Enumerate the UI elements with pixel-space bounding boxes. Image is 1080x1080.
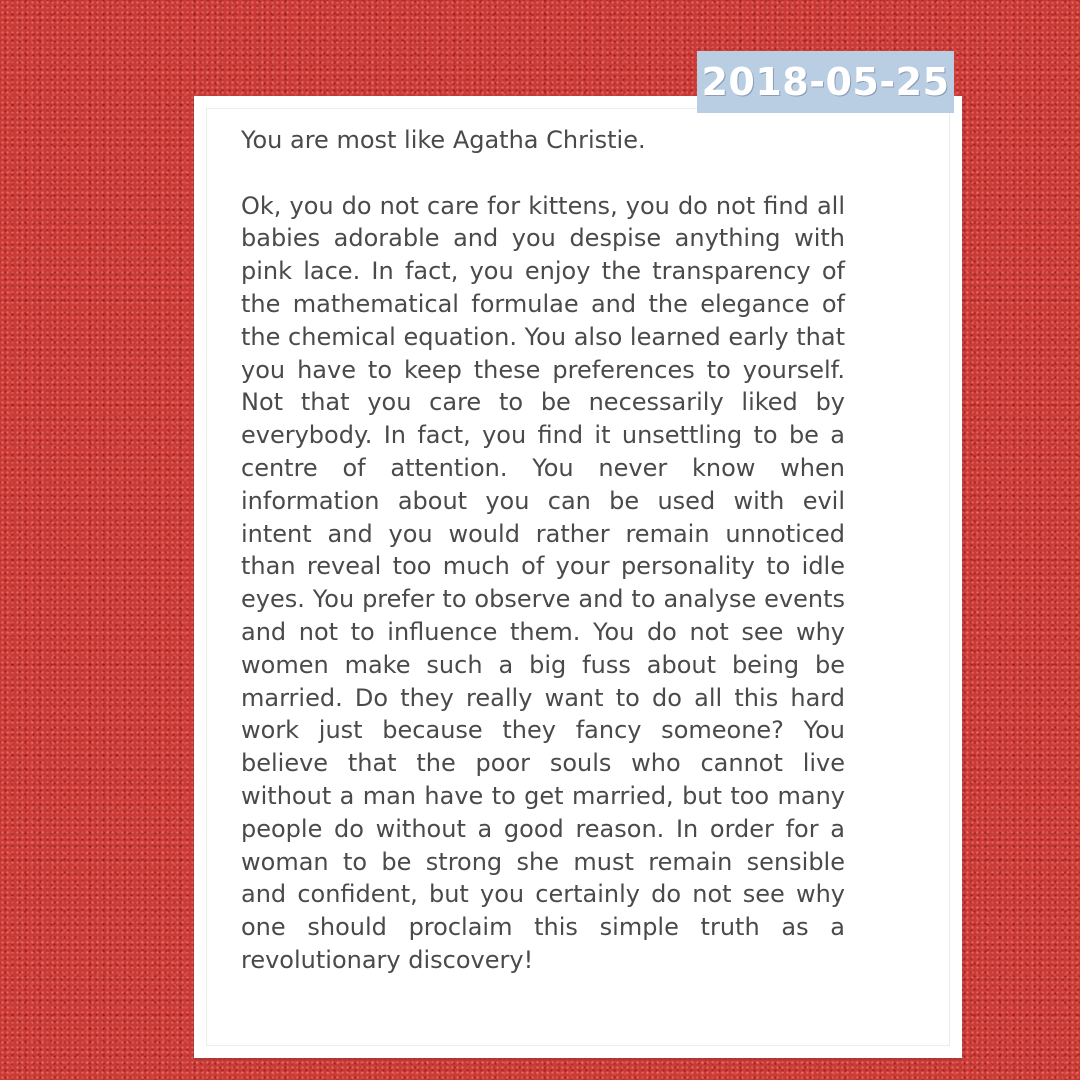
result-heading: You are most like Agatha Christie.	[241, 126, 646, 154]
date-tag: 2018-05-25	[697, 51, 954, 113]
note-content	[241, 124, 845, 977]
result-description: Ok, you do not care for kittens, you do not find all babies adorable and you despise anything with pink lace. In fact, you enjoy the transparency of the mathematical formulae and the elegance of the chemical equation. You also learned early that you have to keep these preferences to yourself. Not that you care to be necessarily liked by everybody. In fact, you find it unsettling to be a centre of attention. You never know when information about you can be used with evil intent and you would rather remain unnoticed than reveal too much of your personality to idle eyes. You prefer to observe and to analyse events and not to influence them. You do not see why women make such a big fuss about being be married. Do they really want to do all this hard work just because they fancy someone? You believe that the poor souls who cannot live without a man have to get married, but too many people do without a good reason. In order for a woman to be strong she must remain sensible and confident, but you certainly do not see why one should proclaim this simple truth as a revolutionary discovery!	[241, 191, 845, 974]
paragraph-spacer	[241, 157, 845, 190]
